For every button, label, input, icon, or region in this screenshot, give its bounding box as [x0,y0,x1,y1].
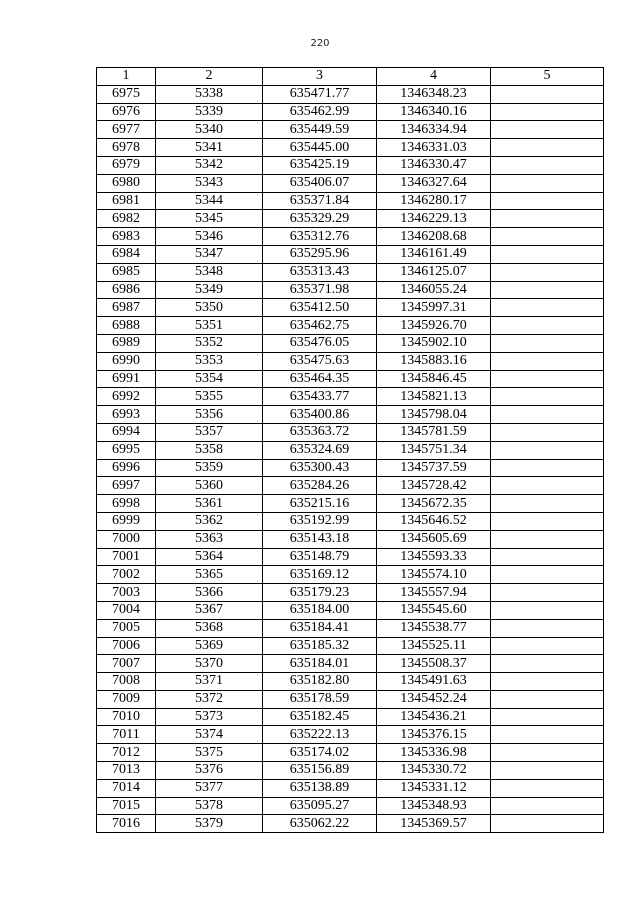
table-cell: 7007 [97,655,156,673]
table-row [97,85,604,103]
table-cell: 635313.43 [263,263,377,281]
table-cell: 635475.63 [263,352,377,370]
table-cell: 1346348.23 [377,85,491,103]
table-cell: 635178.59 [263,690,377,708]
table-cell: 7008 [97,673,156,691]
table-cell: 635412.50 [263,299,377,317]
table-cell: 6985 [97,263,156,281]
table-cell: 1345574.10 [377,566,491,584]
table-cell: 6984 [97,245,156,263]
table-cell: 635169.12 [263,566,377,584]
page-number: 220 [310,38,330,49]
table-cell: 5377 [156,779,263,797]
table-cell [491,441,604,459]
table-cell: 1345646.52 [377,512,491,530]
table-cell: 1345452.24 [377,690,491,708]
table-cell: 7001 [97,548,156,566]
table-cell: 5346 [156,228,263,246]
table-cell: 1345737.59 [377,459,491,477]
table-cell: 6990 [97,352,156,370]
table-cell: 1345728.42 [377,477,491,495]
table-cell: 1345436.21 [377,708,491,726]
table-cell [491,655,604,673]
table-cell: 5371 [156,673,263,691]
table-cell: 5367 [156,601,263,619]
table-cell: 1346340.16 [377,103,491,121]
table-cell [491,352,604,370]
table-cell: 5376 [156,762,263,780]
table-cell: 635156.89 [263,762,377,780]
table-row [97,299,604,317]
table-cell: 1345751.34 [377,441,491,459]
table-cell [491,797,604,815]
table-row [97,690,604,708]
table-cell [491,530,604,548]
table-cell: 5379 [156,815,263,833]
table-cell: 6993 [97,406,156,424]
table-cell: 6988 [97,317,156,335]
table-cell [491,388,604,406]
table-cell: 5339 [156,103,263,121]
table-cell: 635324.69 [263,441,377,459]
table-row [97,423,604,441]
table-cell [491,566,604,584]
table-cell: 6994 [97,423,156,441]
table-cell: 5341 [156,139,263,157]
table-cell: 635425.19 [263,156,377,174]
table-row [97,139,604,157]
table-row [97,263,604,281]
table-cell: 5353 [156,352,263,370]
table-row [97,174,604,192]
table-cell: 635284.26 [263,477,377,495]
table-cell [491,512,604,530]
table-cell [491,103,604,121]
table-cell: 1346331.03 [377,139,491,157]
table-cell: 5350 [156,299,263,317]
table-cell: 6995 [97,441,156,459]
table-row [97,619,604,637]
table-cell: 635095.27 [263,797,377,815]
table-cell: 5363 [156,530,263,548]
table-cell: 5362 [156,512,263,530]
table-row [97,121,604,139]
table-cell [491,423,604,441]
table-cell: 5359 [156,459,263,477]
table-cell: 5373 [156,708,263,726]
table-cell: 635179.23 [263,584,377,602]
table-cell: 635462.99 [263,103,377,121]
table-cell: 6997 [97,477,156,495]
table-cell: 1346161.49 [377,245,491,263]
table-cell: 1345798.04 [377,406,491,424]
table-cell: 1345336.98 [377,744,491,762]
table-cell [491,477,604,495]
table-row [97,406,604,424]
table-cell: 5375 [156,744,263,762]
table-cell: 635138.89 [263,779,377,797]
table-cell: 1346334.94 [377,121,491,139]
table-cell [491,192,604,210]
table-cell: 6996 [97,459,156,477]
table-row [97,459,604,477]
table-cell [491,619,604,637]
table-row [97,103,604,121]
table-row [97,601,604,619]
table-cell [491,317,604,335]
table-cell: 1345781.59 [377,423,491,441]
table-cell [491,744,604,762]
table-cell: 1345846.45 [377,370,491,388]
table-cell [491,210,604,228]
table-cell: 635215.16 [263,495,377,513]
table-cell: 6998 [97,495,156,513]
table-cell: 7005 [97,619,156,637]
table-cell: 5340 [156,121,263,139]
table-cell [491,174,604,192]
table-cell: 1345926.70 [377,317,491,335]
table-cell: 5364 [156,548,263,566]
table-cell: 1345557.94 [377,584,491,602]
table-cell: 5369 [156,637,263,655]
table-cell: 6989 [97,334,156,352]
table-cell: 5357 [156,423,263,441]
table-cell: 5351 [156,317,263,335]
table-cell [491,245,604,263]
table-cell: 1346125.07 [377,263,491,281]
table-row [97,495,604,513]
table-cell: 635182.80 [263,673,377,691]
table-cell: 1345545.60 [377,601,491,619]
table-cell: 635222.13 [263,726,377,744]
table-cell: 5354 [156,370,263,388]
table-cell: 1345331.12 [377,779,491,797]
table-cell: 635143.18 [263,530,377,548]
column-header: 5 [491,68,604,86]
table-cell [491,548,604,566]
table-header-row [97,68,604,86]
table-cell: 7014 [97,779,156,797]
table-cell: 5349 [156,281,263,299]
table-cell: 5360 [156,477,263,495]
table-row [97,779,604,797]
table-cell [491,673,604,691]
table-cell: 635148.79 [263,548,377,566]
table-cell: 1345369.57 [377,815,491,833]
table-row [97,245,604,263]
table-cell: 635445.00 [263,139,377,157]
table-cell [491,815,604,833]
table-cell: 635471.77 [263,85,377,103]
table-cell: 6976 [97,103,156,121]
table-cell: 1345593.33 [377,548,491,566]
table-cell [491,708,604,726]
table-row [97,762,604,780]
table-cell: 6991 [97,370,156,388]
table-cell [491,263,604,281]
column-header: 2 [156,68,263,86]
table-row [97,370,604,388]
table-cell: 6983 [97,228,156,246]
table-row [97,566,604,584]
table-cell: 1345605.69 [377,530,491,548]
table-cell: 635462.75 [263,317,377,335]
table-cell [491,156,604,174]
table-row [97,744,604,762]
column-header: 1 [97,68,156,86]
table-cell: 7013 [97,762,156,780]
table-row [97,726,604,744]
table-cell: 5361 [156,495,263,513]
table-cell: 635174.02 [263,744,377,762]
table-cell: 635300.43 [263,459,377,477]
table-cell: 635062.22 [263,815,377,833]
table-cell: 1345491.63 [377,673,491,691]
table-cell [491,334,604,352]
table-cell: 5378 [156,797,263,815]
table-cell: 1345330.72 [377,762,491,780]
table-cell [491,406,604,424]
table-cell: 1346330.47 [377,156,491,174]
table-cell: 5345 [156,210,263,228]
table-row [97,352,604,370]
table-cell [491,601,604,619]
table-cell: 5342 [156,156,263,174]
table-cell: 5344 [156,192,263,210]
table-row [97,156,604,174]
table-cell: 6981 [97,192,156,210]
table-cell [491,370,604,388]
table-cell [491,584,604,602]
table-row [97,512,604,530]
table-cell: 5365 [156,566,263,584]
table-cell: 5358 [156,441,263,459]
table-cell: 5370 [156,655,263,673]
table-cell: 5366 [156,584,263,602]
table-cell: 6992 [97,388,156,406]
table-cell: 6979 [97,156,156,174]
table-cell [491,495,604,513]
table-cell [491,459,604,477]
table-cell: 1346280.17 [377,192,491,210]
table-cell [491,637,604,655]
table-body [97,85,604,832]
table-row [97,708,604,726]
table-cell [491,281,604,299]
table-cell: 635371.98 [263,281,377,299]
table-cell: 5374 [156,726,263,744]
table-cell: 7011 [97,726,156,744]
table-row [97,334,604,352]
table-cell [491,228,604,246]
table-cell [491,139,604,157]
table-cell [491,762,604,780]
table-cell: 7012 [97,744,156,762]
table-cell: 7000 [97,530,156,548]
table-cell [491,299,604,317]
table-cell: 635363.72 [263,423,377,441]
table-cell [491,690,604,708]
table-cell: 6980 [97,174,156,192]
table-cell: 7006 [97,637,156,655]
coordinates-table [96,67,604,833]
table-cell: 5356 [156,406,263,424]
table-cell: 6982 [97,210,156,228]
table-row [97,797,604,815]
table-cell: 635184.01 [263,655,377,673]
table-cell: 635192.99 [263,512,377,530]
table-row [97,548,604,566]
table-cell: 7002 [97,566,156,584]
table-cell: 1346229.13 [377,210,491,228]
table-cell: 6978 [97,139,156,157]
table-cell: 635182.45 [263,708,377,726]
table-cell: 1345672.35 [377,495,491,513]
table-row [97,317,604,335]
table-cell: 7003 [97,584,156,602]
table-cell: 7010 [97,708,156,726]
column-header: 4 [377,68,491,86]
table-row [97,530,604,548]
table-cell: 5355 [156,388,263,406]
table-cell: 1345997.31 [377,299,491,317]
table-cell: 1346208.68 [377,228,491,246]
table-row [97,673,604,691]
table-row [97,388,604,406]
table-cell: 635433.77 [263,388,377,406]
table-cell: 635184.41 [263,619,377,637]
table-cell: 6987 [97,299,156,317]
table-row [97,815,604,833]
table-row [97,192,604,210]
table-cell: 635185.32 [263,637,377,655]
table-cell: 635449.59 [263,121,377,139]
table-cell: 1345376.15 [377,726,491,744]
table-cell: 7015 [97,797,156,815]
table-cell: 1346327.64 [377,174,491,192]
table-cell [491,85,604,103]
table-row [97,228,604,246]
table-cell: 5372 [156,690,263,708]
table-row [97,584,604,602]
table-cell: 635464.35 [263,370,377,388]
table-row [97,655,604,673]
table-cell: 7004 [97,601,156,619]
table-cell: 6986 [97,281,156,299]
table-cell: 1345538.77 [377,619,491,637]
table-cell: 6975 [97,85,156,103]
table-cell: 635295.96 [263,245,377,263]
table-cell [491,779,604,797]
table-cell: 1346055.24 [377,281,491,299]
table-cell [491,726,604,744]
table-cell: 635371.84 [263,192,377,210]
table-cell: 5348 [156,263,263,281]
table-row [97,477,604,495]
table-row [97,637,604,655]
table-cell: 1345902.10 [377,334,491,352]
table-cell [491,121,604,139]
table-cell: 5338 [156,85,263,103]
column-header: 3 [263,68,377,86]
table-cell: 1345883.16 [377,352,491,370]
table-row [97,210,604,228]
table-cell: 7009 [97,690,156,708]
table-row [97,281,604,299]
table-cell: 635312.76 [263,228,377,246]
table-cell: 1345525.11 [377,637,491,655]
table-cell: 1345821.13 [377,388,491,406]
table-cell: 5347 [156,245,263,263]
table-cell: 6999 [97,512,156,530]
table-row [97,441,604,459]
table-cell: 1345348.93 [377,797,491,815]
table-cell: 635476.05 [263,334,377,352]
table-cell: 7016 [97,815,156,833]
table-cell: 5352 [156,334,263,352]
table-cell: 6977 [97,121,156,139]
table-cell: 1345508.37 [377,655,491,673]
table-cell: 635400.86 [263,406,377,424]
table-cell: 635184.00 [263,601,377,619]
table-cell: 5343 [156,174,263,192]
table-cell: 5368 [156,619,263,637]
table-cell: 635329.29 [263,210,377,228]
table-cell: 635406.07 [263,174,377,192]
